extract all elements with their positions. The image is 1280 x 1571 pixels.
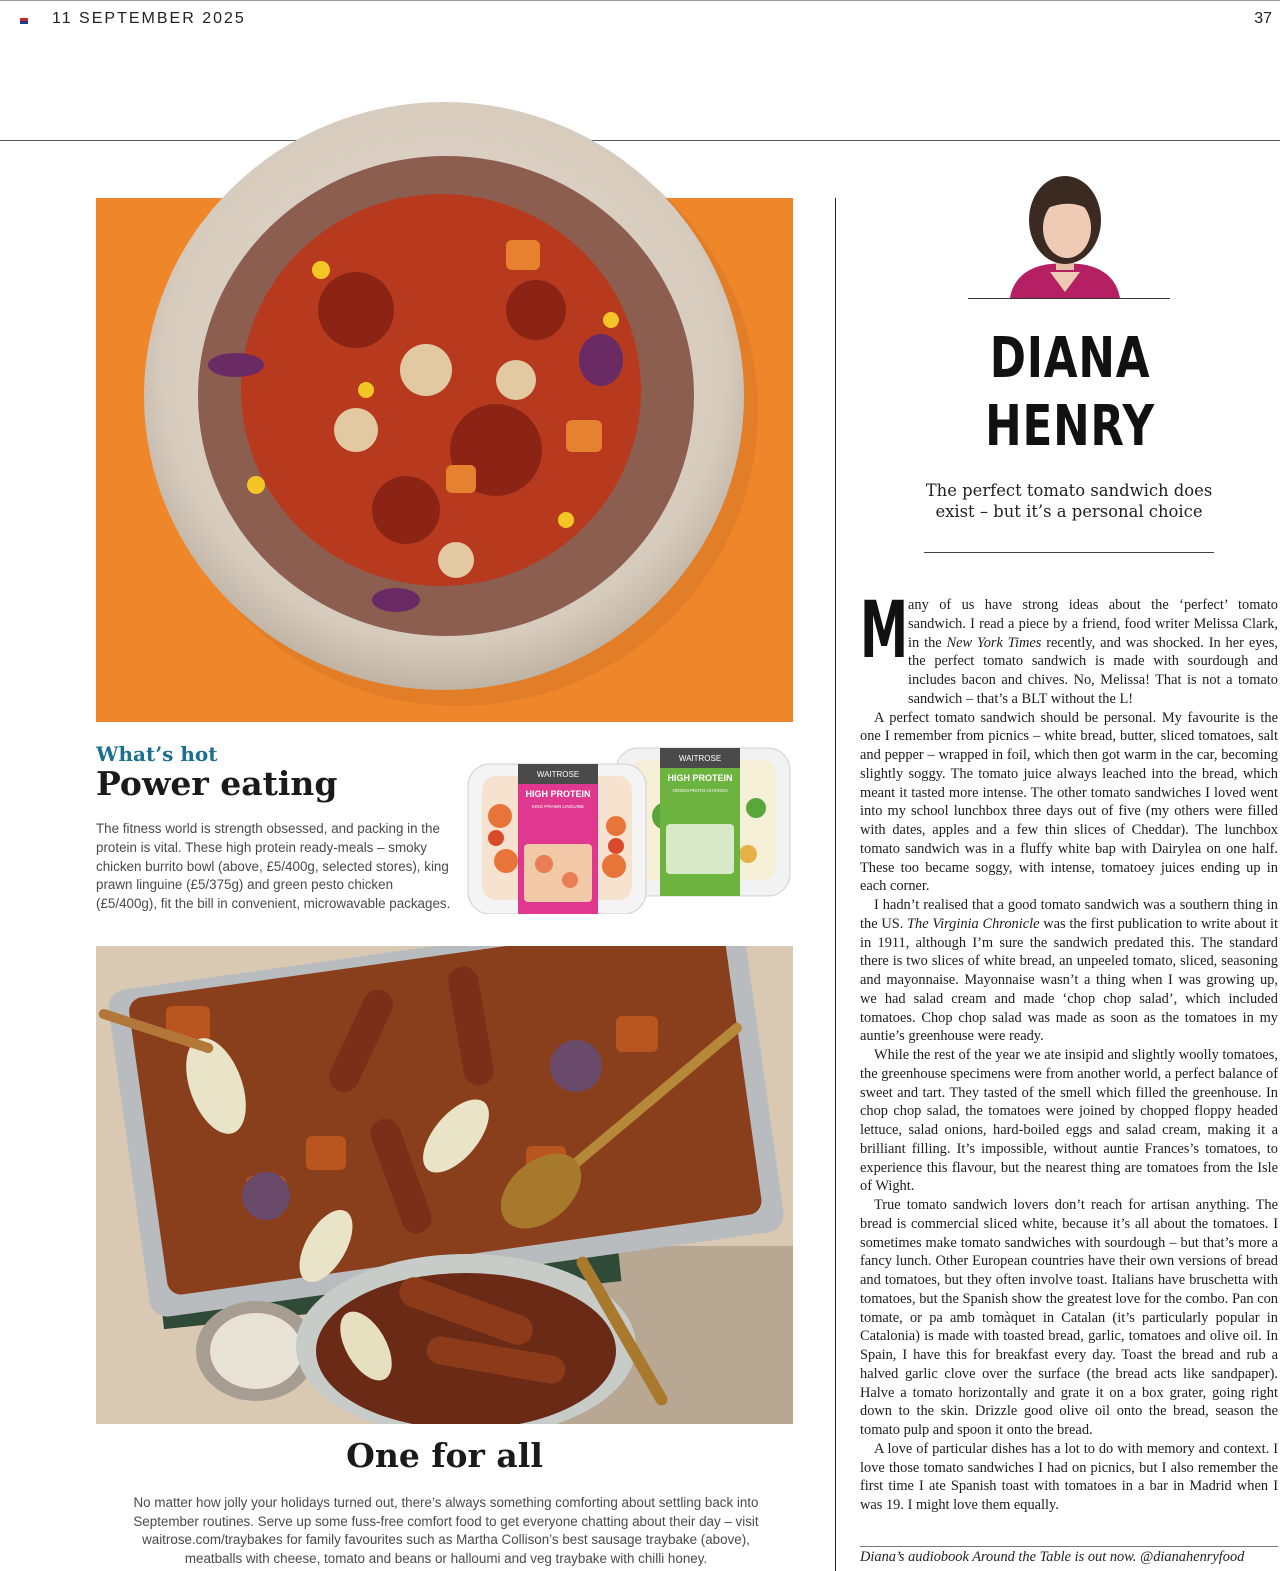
portrait-rule [968,298,1170,299]
pack-brand-1: WAITROSE [536,770,580,779]
pack-label-2: HIGH PROTEIN [667,773,733,783]
column-article [860,586,1278,1515]
sausage-traybake-photo [96,946,793,1424]
column-divider [835,198,836,1571]
section-title: Power eating [96,764,338,803]
article-paragraph-5: True tomato sandwich lovers don’t reach for artisan anything. The bread is commercial sliced white, because it’s all about the tomatoes. I sometimes make tomato sandwiches with sourdough – but that’s more a fancy lunch. Other European countries have their own versions of bread and tomatoes, but they often involve toast. Italians have bruschetta with tomatoes, but the Spanish show the greatest love for the combo. Pan con tomate, or pa amb tomàquet in Catalan (it’s particularly popular in Catalonia) is made with toasted bread, garlic, tomatoes and olive oil. In Spain, I have this for breakfast every day. Toast the bread and rub a halved garlic clove over the surface (the bread acts like sandpaper). Halve a tomato horizontally and grate it on a box grater, going right down to the skin. Drizzle good olive oil onto the bread, season the tomato pulp and spoon it onto the bread. [860,1197,1278,1438]
feature-title: One for all [346,1436,543,1475]
product-packs-image [466,746,794,914]
article-paragraph-4: While the rest of the year we ate insipid and slightly woolly tomatoes, the greenhouse specimens were from another world, a perfect balance of sweet and tart. They tasted of the smell which filled the greenhouse. In chop chop salad, the tomatoes were joined by chopped floppy headed lettuce, salad onions, hard-boiled eggs and salad cream, making it a brilliant filling. It’s impossible, without auntie Frances’s tomatoes, to experience this flavour, but the nearest thing are tomatoes from the Isle of Wight. [860,1047,1278,1195]
author-portrait [990,172,1140,298]
page-number: 37 [1254,10,1272,27]
standfirst-rule [924,552,1214,553]
section-body: The fitness world is strength obsessed, and packing in the protein is vital. These high protein ready-meals – smoky chicken burrito bowl (above, £5/400g, selected stores), king prawn linguine (£5/375g) and green pesto chicken (£5/400g), fit the bill in convenient, microwavable packages. [96,821,451,912]
article-paragraph-1: Many of us have strong ideas about the ‘perfect’ tomato sandwich. I read a piece by a friend, food writer Melissa Clark, in the New York Times recently, and was shocked. In her eyes, the perfect tomato sandwich is made with sourdough and includes bacon and chives. No, Melissa! That is not a tomato sandwich – that’s a BLT without the L! [860,586,1278,707]
issue-date: 11 SEPTEMBER 2025 [52,10,246,27]
pack-label-1: HIGH PROTEIN [525,789,591,799]
flag-icon [20,18,28,26]
pack-name-1: KING PRAWN LINGUINE [531,804,585,809]
drop-cap: M [860,586,909,676]
pack-name-2: GREEN PESTO CHICKEN [672,788,728,793]
author-footnote: Diana’s audiobook Around the Table is out now. @dianahenryfood [860,1549,1245,1565]
section-kicker: What’s hot [96,742,218,766]
column-standfirst: The perfect tomato sandwich does exist – but it’s a personal choice [925,481,1213,521]
pack-brand-2: WAITROSE [678,754,722,763]
article-paragraph-6: A love of particular dishes has a lot to do with memory and context. I love those tomato sandwiches I had on picnics, but I also remember the first time I ate Spanish toast with tomatoes in a bar in Madrid when I was 19. I might love them equally. [860,1440,1278,1513]
footer-rule [860,1546,1278,1547]
article-paragraph-3: I hadn’t realised that a good tomato sandwich was a southern thing in the US. The Virginia Chronicle was the first publication to write about it in 1911, although I’m sure the sandwich predated this. The standard there is two slices of white bread, an unpeeled tomato, sliced, seasoning and mayonnaise. Mayonnaise wasn’t a thing when I was growing up, we had salad cream and made ‘chop chop salad’, which included tomatoes. Chop chop salad was made as soon as the tomatoes in my auntie’s greenhouse were ready. [860,897,1278,1045]
article-paragraph-2: A perfect tomato sandwich should be personal. My favourite is the one I remember from picnics – white bread, butter, sliced tomatoes, salt and pepper – wrapped in foil, which then got warm in the car, becoming slightly soggy. The tomato juice always leached into the bread, which meant it tasted more intense. The other tomato sandwiches I loved went into my school lunchbox three days out of five (my others were filled with dates, apples and a few thin slices of Cheddar). The lunchbox tomato sandwich was in a fluffy white bap with Dairylea on one half. These too became soggy, with intense, tomatoey juices ending up in each corner. [860,709,1278,895]
feature-body: No matter how jolly your holidays turned out, there’s always something comforting about settling back into September routines. Serve up some fuss-free comfort food to get everyone chatting about their day – visit waitrose.com/traybakes for family favourites such as Martha Collison’s best sausage traybake (above), meatballs with cheese, tomato and beans or halloumi and veg traybake with chilli honey. [133,1495,759,1566]
author-name-first: DIANA [989,326,1151,391]
burrito-bowl-photo [96,90,793,722]
top-rule [0,0,1280,1]
author-name-last: HENRY [985,394,1155,459]
